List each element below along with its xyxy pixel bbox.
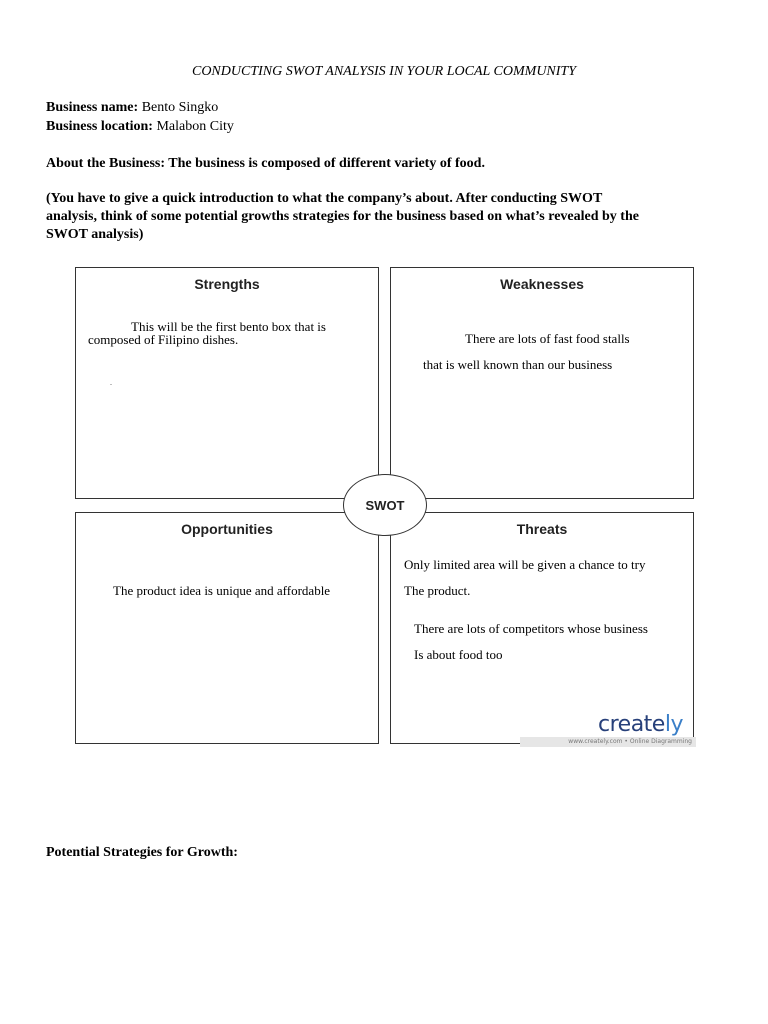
business-location-line bbox=[46, 119, 234, 135]
weaknesses-box bbox=[390, 267, 694, 499]
stray-dot: . bbox=[110, 378, 112, 387]
threats-text-line-1: Only limited area will be given a chance to try bbox=[404, 557, 646, 572]
about-business: About the Business: The business is composed of different variety of food. bbox=[46, 156, 485, 171]
instructions-line-1: (You have to give a quick introduction to what the company’s about. After conducting SWOT bbox=[46, 191, 603, 206]
swot-center-circle: SWOT bbox=[343, 474, 427, 536]
creately-logo bbox=[598, 712, 683, 737]
business-location-value: Malabon City bbox=[156, 119, 234, 134]
threats-box bbox=[390, 512, 694, 744]
weaknesses-text-line-2: that is well known than our business bbox=[423, 357, 613, 372]
strategies-heading: Potential Strategies for Growth: bbox=[46, 845, 238, 860]
business-location-label: Business location: bbox=[46, 119, 153, 134]
strengths-text-line-2: composed of Filipino dishes. bbox=[88, 332, 239, 347]
business-name-label: Business name: bbox=[46, 100, 139, 115]
threats-text-line-4: Is about food too bbox=[414, 647, 503, 662]
business-name-value: Bento Singko bbox=[141, 100, 219, 115]
creately-logo-end: ly bbox=[664, 712, 683, 737]
strengths-text-line-1: This will be the first bento box that is bbox=[131, 319, 326, 334]
weaknesses-heading: Weaknesses bbox=[500, 276, 584, 292]
opportunities-heading: Opportunities bbox=[181, 521, 273, 537]
business-name-line bbox=[46, 100, 218, 116]
opportunities-text-line-1: The product idea is unique and affordable bbox=[113, 583, 331, 598]
threats-heading: Threats bbox=[516, 521, 568, 537]
instructions-line-2: analysis, think of some potential growths strategies for the business based on what’s revealed by the bbox=[46, 209, 639, 224]
creately-footer: www.creately.com • Online Diagramming bbox=[520, 737, 696, 747]
opportunities-box bbox=[75, 512, 379, 744]
strengths-heading: Strengths bbox=[194, 276, 260, 292]
threats-text-line-2: The product. bbox=[404, 583, 471, 598]
instructions-line-3: SWOT analysis) bbox=[46, 227, 144, 242]
threats-text-line-3: There are lots of competitors whose business bbox=[414, 621, 648, 636]
weaknesses-text-line-1: There are lots of fast food stalls bbox=[465, 331, 630, 346]
creately-logo-main: create bbox=[598, 712, 665, 737]
document-title: CONDUCTING SWOT ANALYSIS IN YOUR LOCAL COMMUNITY bbox=[191, 64, 577, 79]
strengths-box bbox=[75, 267, 379, 499]
